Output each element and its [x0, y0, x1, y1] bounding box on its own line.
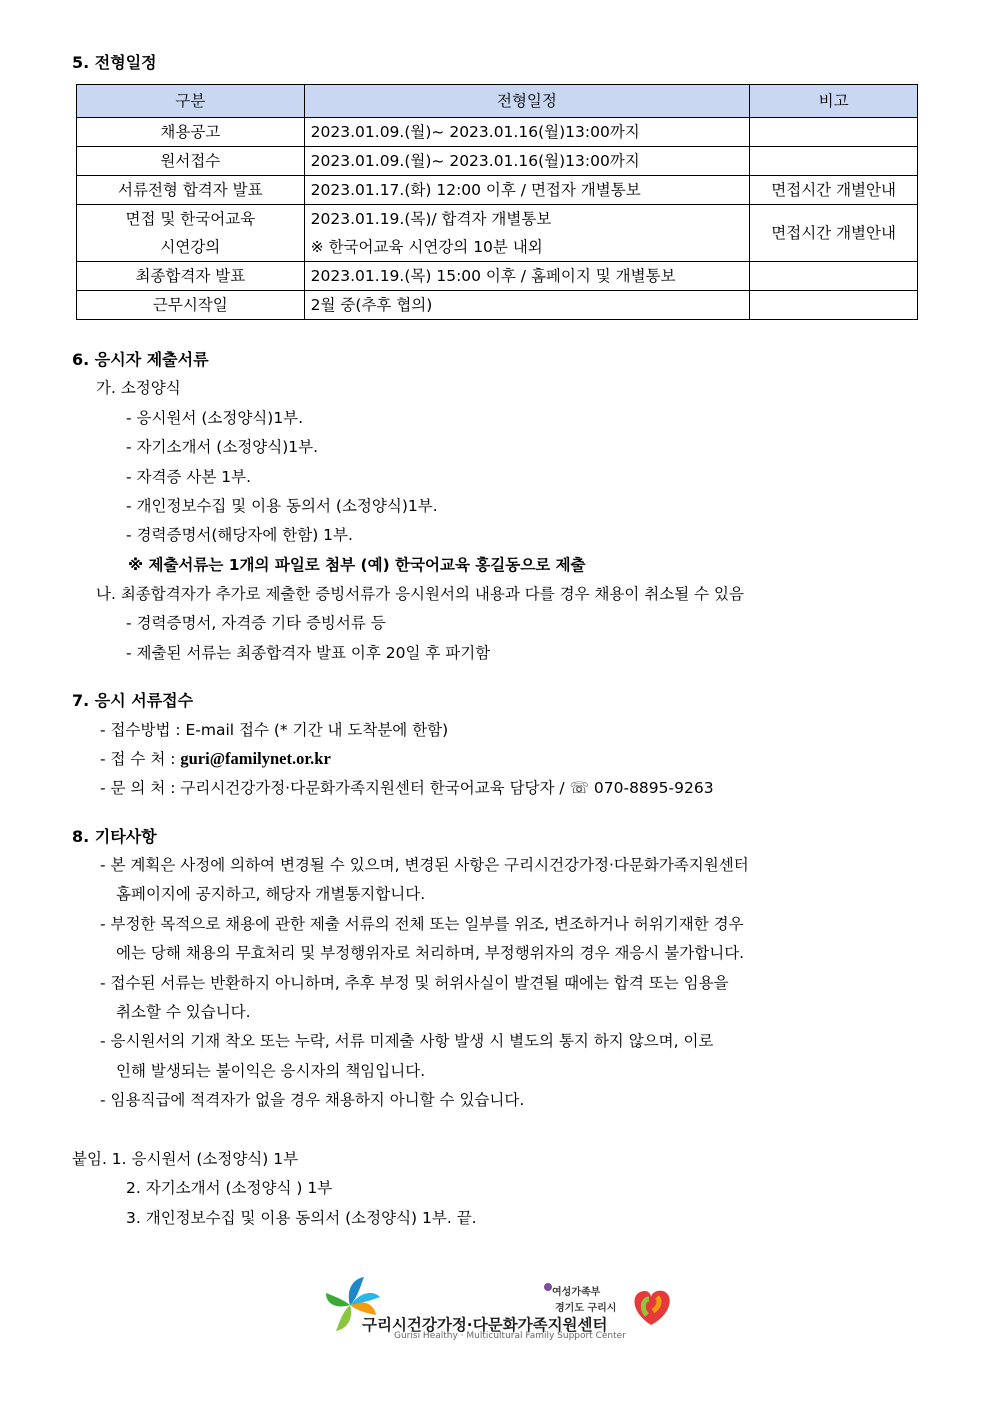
row-note: [750, 147, 918, 176]
notice-line: - 본 계획은 사정에 의하여 변경될 수 있으며, 변경된 사항은 구리시건강가정·다문화가족지원센터: [100, 856, 749, 874]
row-schedule: [304, 205, 750, 262]
section-8-heading: 8. 기타사항: [72, 827, 157, 846]
notice-line: 에는 당해 채용의 무효처리 및 부정행위자로 처리하며, 부정행위자의 경우 재응시 불가합니다.: [116, 944, 745, 962]
ministry-emblem-icon: [544, 1283, 552, 1291]
attachment-line: 붙임. 1. 응시원서 (소정양식) 1부: [72, 1150, 299, 1168]
table-row: [77, 147, 918, 176]
notice-line: 취소할 수 있습니다.: [116, 1003, 251, 1021]
row-note: 면접시간 개별안내: [750, 205, 918, 262]
row-schedule: 2023.01.19.(목) 15:00 이후 / 홈페이지 및 개별통보: [304, 262, 750, 291]
header-schedule: 전형일정: [304, 85, 750, 118]
logo-name: 구리시건강가정·다문화가족지원센터: [362, 1316, 608, 1334]
notice-line: 인해 발생되는 불이익은 응시자의 책임입니다.: [116, 1062, 426, 1080]
submission-note: ※ 제출서류는 1개의 파일로 첨부 (예) 한국어교육 홍길동으로 제출: [128, 556, 586, 574]
header-item: 구분: [77, 85, 305, 118]
heart-icon: [634, 1291, 669, 1325]
row-schedule: 2023.01.17.(화) 12:00 이후 / 면접자 개별통보: [304, 176, 750, 205]
list-item: - 경력증명서(해당자에 한함) 1부.: [126, 526, 353, 544]
row-item-line1: 면접 및 한국어교육: [125, 210, 256, 228]
schedule-table: [76, 84, 918, 320]
section-5-heading: 5. 전형일정: [72, 53, 157, 72]
row-schedule: 2023.01.09.(월)~ 2023.01.16(월)13:00까지: [304, 118, 750, 147]
row-note: [750, 262, 918, 291]
row-item: 서류전형 합격자 발표: [77, 176, 305, 205]
table-row: [77, 176, 918, 205]
table-row: [77, 262, 918, 291]
row-schedule-line1: 2023.01.19.(목)/ 합격자 개별통보: [310, 210, 552, 228]
receipt-address: [100, 747, 331, 769]
row-schedule: 2월 중(추후 협의): [304, 291, 750, 320]
table-row: [77, 118, 918, 147]
attachment-line: 3. 개인정보수집 및 이용 동의서 (소정양식) 1부. 끝.: [126, 1209, 477, 1227]
notice-line: - 응시원서의 기재 착오 또는 누락, 서류 미제출 사항 발생 시 별도의 통지 하지 않으며, 이로: [100, 1032, 714, 1050]
attachment-line: 2. 자기소개서 (소정양식 ) 1부: [126, 1179, 333, 1197]
section-6b-label: 나. 최종합격자가 추가로 제출한 증빙서류가 응시원서의 내용과 다를 경우 채용이 취소될 수 있음: [96, 585, 745, 603]
row-item: 채용공고: [77, 118, 305, 147]
inquiry-contact: - 문 의 처 : 구리시건강가정·다문화가족지원센터 한국어교육 담당자 / ☏ 070-8895-9263: [100, 779, 714, 797]
row-item: 근무시작일: [77, 291, 305, 320]
list-item: - 제출된 서류는 최종합격자 발표 이후 20일 후 파기함: [126, 644, 491, 662]
row-item: 원서접수: [77, 147, 305, 176]
logo-english-name: Gurisi Healthy · Multicultural Family Support Center: [394, 1331, 626, 1341]
section-6a-label: 가. 소정양식: [96, 379, 181, 397]
receipt-address-label: - 접 수 처 :: [100, 750, 181, 768]
receipt-email-link[interactable]: guri@familynet.or.kr: [180, 749, 331, 768]
row-note: 면접시간 개별안내: [750, 176, 918, 205]
notice-line: 홈페이지에 공지하고, 해당자 개별통지합니다.: [116, 885, 426, 903]
row-schedule: 2023.01.09.(월)~ 2023.01.16(월)13:00까지: [304, 147, 750, 176]
row-item-line2: 시연강의: [160, 238, 221, 256]
row-item: [77, 205, 305, 262]
table-row: [77, 291, 918, 320]
logo-ministry: 여성가족부: [552, 1287, 601, 1298]
notice-line: - 접수된 서류는 반환하지 아니하며, 추후 부정 및 허위사실이 발견될 때에는 합격 또는 임용을: [100, 974, 729, 992]
logo-city: 경기도 구리시: [555, 1303, 617, 1314]
list-item: - 응시원서 (소정양식)1부.: [126, 409, 304, 427]
row-item: 최종합격자 발표: [77, 262, 305, 291]
header-note: 비고: [750, 85, 918, 118]
notice-line: - 부정한 목적으로 채용에 관한 제출 서류의 전체 또는 일부를 위조, 변조하거나 허위기재한 경우: [100, 915, 744, 933]
row-schedule-line2: ※ 한국어교육 시연강의 10분 내외: [310, 238, 543, 256]
row-note: [750, 291, 918, 320]
section-7-heading: 7. 응시 서류접수: [72, 691, 194, 710]
list-item: - 경력증명서, 자격증 기타 증빙서류 등: [126, 614, 386, 632]
list-item: - 자기소개서 (소정양식)1부.: [126, 438, 319, 456]
table-row: [77, 205, 918, 262]
row-note: [750, 118, 918, 147]
receipt-method: - 접수방법 : E-mail 접수 (* 기간 내 도착분에 한함): [100, 721, 449, 739]
list-item: - 개인정보수집 및 이용 동의서 (소정양식)1부.: [126, 497, 438, 515]
notice-line: - 임용직급에 적격자가 없을 경우 채용하지 아니할 수 있습니다.: [100, 1091, 525, 1109]
section-6-heading: 6. 응시자 제출서류: [72, 350, 209, 369]
table-header-row: [77, 85, 918, 118]
list-item: - 자격증 사본 1부.: [126, 468, 252, 486]
